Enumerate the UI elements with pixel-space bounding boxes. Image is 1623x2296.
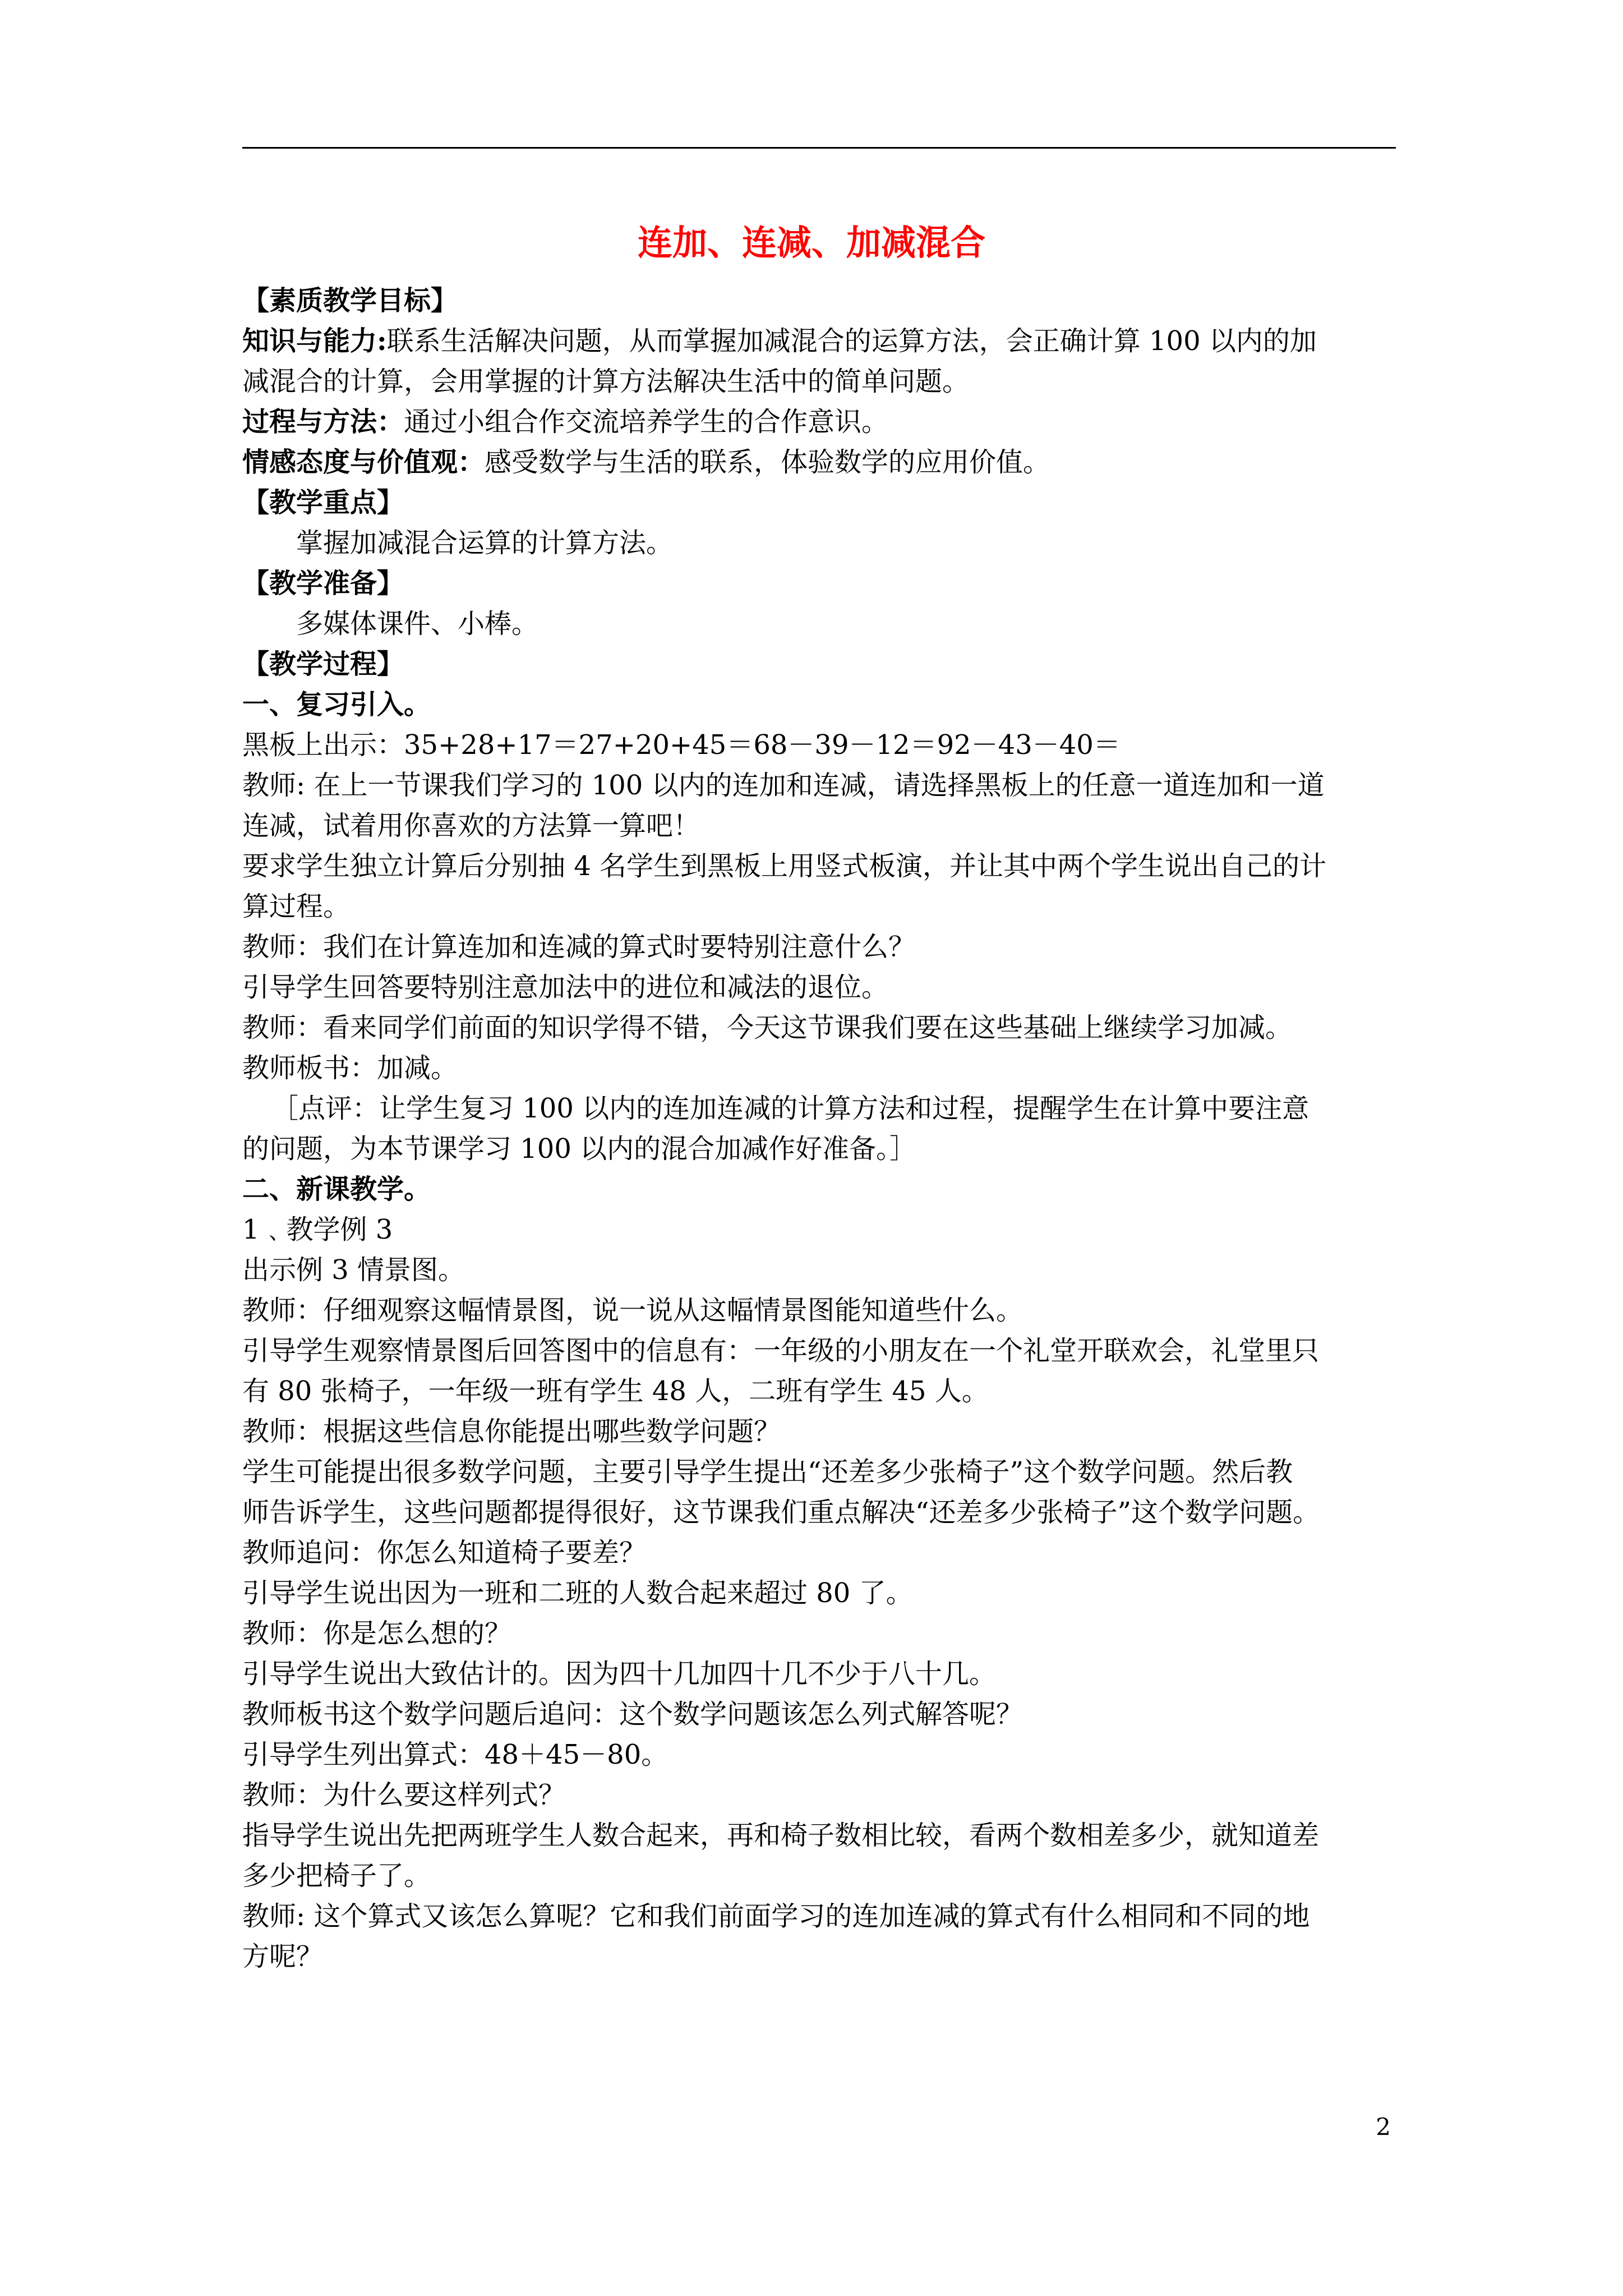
line-text: 师告诉学生，这些问题都提得很好，这节课我们重点解决“还差多少张椅子”这个数学问题。 (242, 1497, 1320, 1528)
paragraph-line (242, 1007, 1398, 1048)
paragraph-line (242, 1492, 1398, 1533)
line-text: ［点评：让学生复习 100 以内的连加连减的计算方法和过程，提醒学生在计算中要注意 (271, 1093, 1310, 1124)
line-text: 教师: 在上一节课我们学习的 100 以内的连加和连减，请选择黑板上的任意一道连加和一道 (242, 770, 1325, 801)
paragraph-line (242, 765, 1398, 806)
line-text: 有 80 张椅子，一年级一班有学生 48 人，二班有学生 45 人。 (242, 1375, 989, 1407)
subsection-heading-review (242, 684, 1398, 725)
paragraph-line (242, 1250, 1398, 1290)
line-text: 掌握加减混合运算的计算方法。 (296, 527, 674, 559)
paragraph-line (242, 1775, 1398, 1815)
paragraph-line (242, 1209, 1398, 1250)
line-text: 的问题，为本节课学习 100 以内的混合加减作好准备。］ (242, 1133, 917, 1165)
paragraph-line (242, 967, 1398, 1007)
page-title: 连加、连减、加减混合 (637, 222, 985, 263)
subsection-heading-new-lesson (242, 1169, 1398, 1209)
line-text: 引导学生说出大致估计的。因为四十几加四十几不少于八十几。 (242, 1658, 997, 1690)
term-label: 过程与方法： (242, 406, 404, 438)
line-text: 连减，试着用你喜欢的方法算一算吧！ (242, 810, 700, 841)
page-number: 2 (1376, 2113, 1391, 2141)
line-text: 1﹑教学例 3 (242, 1214, 393, 1245)
paragraph-line (242, 1452, 1398, 1492)
heading-label: 【素质教学目标】 (242, 285, 458, 316)
paragraph-line (242, 361, 1398, 402)
paragraph-line (242, 1290, 1398, 1331)
paragraph-line (242, 1694, 1398, 1734)
paragraph-line (242, 806, 1398, 846)
comment-line (242, 1129, 1398, 1169)
line-text: 指导学生说出先把两班学生人数合起来，再和椅子数相比较，看两个数相差多少，就知道差 (242, 1820, 1320, 1851)
paragraph-line (242, 402, 1398, 442)
comment-line (242, 1088, 1398, 1129)
paragraph-line (242, 604, 1398, 644)
paragraph-line (242, 1734, 1398, 1775)
paragraph-line (242, 1856, 1398, 1896)
paragraph-line (242, 886, 1398, 927)
paragraph-line (242, 321, 1398, 361)
term-label: 情感态度与价值观： (242, 447, 485, 478)
line-text: 引导学生说出因为一班和二班的人数合起来超过 80 了。 (242, 1577, 913, 1609)
line-text: 出示例 3 情景图。 (242, 1254, 465, 1286)
paragraph-line (242, 927, 1398, 967)
line-text: 通过小组合作交流培养学生的合作意识。 (404, 406, 889, 438)
paragraph-line (242, 1815, 1398, 1856)
paragraph-line (242, 1654, 1398, 1694)
paragraph-line (242, 442, 1398, 482)
paragraph-line (242, 1936, 1398, 1977)
section-heading-preparation (242, 563, 1398, 604)
paragraph-line (242, 1048, 1398, 1088)
line-text: 教师：为什么要这样列式？ (242, 1779, 566, 1811)
line-text: 感受数学与生活的联系，体验数学的应用价值。 (485, 447, 1050, 478)
paragraph-line (242, 1371, 1398, 1411)
heading-label: 二、新课教学。 (242, 1174, 431, 1205)
paragraph-line (242, 1896, 1398, 1936)
heading-label: 【教学重点】 (242, 487, 404, 518)
line-text: 引导学生列出算式：48＋45－80。 (242, 1739, 668, 1770)
line-text: 要求学生独立计算后分别抽 4 名学生到黑板上用竖式板演，并让其中两个学生说出自己的计 (242, 850, 1327, 882)
paragraph-line (242, 523, 1398, 563)
line-text: 教师：我们在计算连加和连减的算式时要特别注意什么？ (242, 931, 916, 963)
line-text: 学生可能提出很多数学问题，主要引导学生提出“还差多少张椅子”这个数学问题。然后教 (242, 1456, 1293, 1488)
paragraph-line (242, 1573, 1398, 1613)
paragraph-line (242, 1613, 1398, 1654)
heading-label: 【教学过程】 (242, 648, 404, 680)
line-text: 引导学生观察情景图后回答图中的信息有：一年级的小朋友在一个礼堂开联欢会，礼堂里只 (242, 1335, 1320, 1366)
line-text: 减混合的计算，会用掌握的计算方法解决生活中的简单问题。 (242, 366, 970, 397)
paragraph-line (242, 846, 1398, 886)
line-text: 多少把椅子了。 (242, 1860, 431, 1892)
header-rule (242, 147, 1396, 149)
line-text: 教师：你是怎么想的？ (242, 1618, 512, 1649)
heading-label: 【教学准备】 (242, 568, 404, 599)
section-heading-process (242, 644, 1398, 684)
heading-label: 一、复习引入。 (242, 689, 431, 720)
line-text: 教师：根据这些信息你能提出哪些数学问题？ (242, 1416, 781, 1447)
line-text: 算过程。 (242, 891, 351, 922)
line-text: 教师: 这个算式又该怎么算呢？它和我们前面学习的连加连减的算式有什么相同和不同的地 (242, 1901, 1310, 1932)
paragraph-line (242, 1331, 1398, 1371)
section-heading-key-points (242, 482, 1398, 523)
line-text: 教师：看来同学们前面的知识学得不错，今天这节课我们要在这些基础上继续学习加减。 (242, 1012, 1293, 1043)
paragraph-line (242, 1411, 1398, 1452)
line-text: 教师板书这个数学问题后追问：这个数学问题该怎么列式解答呢？ (242, 1699, 1023, 1730)
line-text: 教师追问：你怎么知道椅子要差？ (242, 1537, 647, 1568)
document-body (242, 280, 1398, 1977)
line-text: 引导学生回答要特别注意加法中的进位和减法的退位。 (242, 972, 889, 1003)
paragraph-line (242, 725, 1398, 765)
term-label: 知识与能力: (242, 325, 387, 357)
line-text: 联系生活解决问题，从而掌握加减混合的运算方法，会正确计算 100 以内的加 (386, 325, 1317, 357)
line-text: 教师：仔细观察这幅情景图，说一说从这幅情景图能知道些什么。 (242, 1295, 1023, 1326)
line-text: 方呢？ (242, 1941, 324, 1972)
line-text: 教师板书：加减。 (242, 1052, 458, 1084)
paragraph-line (242, 1533, 1398, 1573)
section-heading-objectives (242, 280, 1398, 321)
line-text: 黑板上出示：35+28+17＝27+20+45＝68－39－12＝92－43－40＝ (242, 729, 1121, 761)
line-text: 多媒体课件、小棒。 (296, 608, 539, 639)
